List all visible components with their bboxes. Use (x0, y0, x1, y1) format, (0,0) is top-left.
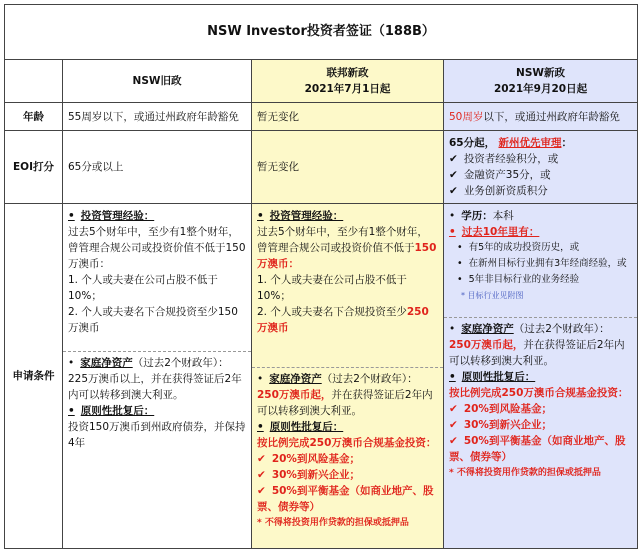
section-divider (444, 317, 637, 318)
bullet-icon (457, 258, 469, 269)
header-old-policy: NSW旧政 (63, 60, 252, 103)
eoi-nsw-item: ✔ 投资者经验积分，或 (449, 153, 559, 165)
header-nsw-title: NSW新政 (516, 67, 565, 79)
check-icon: ✔ (449, 185, 458, 197)
nsw-note: * 不得将投资用作贷款的担保或抵押品 (449, 468, 601, 478)
bullet-icon (449, 210, 461, 222)
header-federal-title: 联邦新政 (326, 67, 369, 79)
nsw-fund-item: ✔ 30%到新兴企业； (449, 419, 552, 431)
bullet-icon (68, 210, 81, 222)
nsw-section3-title: • 原则性批复后： (449, 369, 632, 385)
old-section1-title: • 投资管理经验： (68, 208, 246, 224)
fed-section2-title: • 家庭净资产（过去2个财政年）： (257, 371, 438, 387)
conditions-old (63, 204, 252, 549)
conditions-federal (252, 204, 444, 549)
age-nsw-red: 50周岁 (449, 110, 484, 123)
age-nsw-new (444, 103, 638, 131)
bullet-icon (457, 274, 469, 285)
row-label-age: 年龄 (5, 103, 63, 131)
fed-section1-body: 过去5个财年中，至少有1整个财年，曾管理合规公司或投资价值不低于150万澳币： (257, 226, 437, 270)
check-icon: ✔ (257, 469, 266, 481)
table-title: NSW Investor投资者签证（188B） (5, 5, 638, 60)
eoi-nsw-item: ✔ 业务创新资质积分 (449, 185, 548, 197)
old-section3-body: 投资150万澳币到州政府债券，并保持4年 (68, 421, 246, 449)
row-label-eoi: EOI打分 (5, 131, 63, 204)
age-old: 55周岁以下，或通过州政府年龄豁免 (63, 103, 252, 131)
fed-section2-body: 250万澳币起，并在获得签证后2年内可以转移到澳大利亚。 (257, 389, 433, 417)
check-icon: ✔ (449, 169, 458, 181)
age-federal: 暂无变化 (252, 103, 444, 131)
old-section3-title: • 原则性批复后： (68, 403, 246, 419)
row-label-conditions: 申请条件 (5, 204, 63, 549)
nsw-exp-title: • 过去10年里有： (449, 224, 632, 240)
nsw-section3-intro: 按比例完成250万澳币合规基金投资： (449, 387, 629, 399)
check-icon: ✔ (449, 153, 458, 165)
nsw-exp-item: • 有5年的成功投资历史，或 (449, 240, 632, 256)
fed-section1-title: • 投资管理经验： (257, 208, 438, 224)
bullet-icon (449, 323, 461, 335)
fed-section3-intro: 按比例完成250万澳币合规基金投资： (257, 437, 437, 449)
check-icon: ✔ (449, 435, 458, 447)
fed-section1-item: 2. 个人或夫妻名下合规投资至少250万澳币 (257, 306, 429, 334)
nsw-exp-item: • 5年非目标行业的业务经验 (449, 272, 632, 288)
check-icon: ✔ (449, 419, 458, 431)
section-divider (63, 351, 251, 352)
eoi-nsw-new (444, 131, 638, 204)
fed-fund-item: ✔ 20%到风险基金； (257, 453, 360, 465)
nsw-fund-item: ✔ 20%到风险基金； (449, 403, 552, 415)
fed-section1-item: 1. 个人或夫妻在公司占股不低于10%； (257, 274, 407, 302)
bullet-icon (257, 373, 269, 385)
nsw-edu: • 学历：本科 (449, 208, 632, 224)
nsw-fund-item: ✔ 50%到平衡基金（如商业地产、股票、债券等） (449, 435, 626, 463)
header-empty (5, 60, 63, 103)
eoi-federal: 暂无变化 (252, 131, 444, 204)
bullet-icon (457, 242, 469, 253)
old-section1-item: 1. 个人或夫妻在公司占股不低于10%； (68, 274, 218, 302)
bullet-icon (449, 371, 462, 383)
bullet-icon (257, 421, 270, 433)
fed-note: * 不得将投资用作贷款的担保或抵押品 (257, 518, 409, 528)
check-icon: ✔ (449, 403, 458, 415)
old-section2-title: • 家庭净资产（过去2个财政年）： (68, 355, 246, 371)
header-nsw-date: 2021年9月20日起 (493, 83, 588, 95)
header-nsw-new-policy (444, 60, 638, 103)
check-icon: ✔ (257, 485, 266, 497)
header-federal-policy (252, 60, 444, 103)
bullet-icon (68, 405, 81, 417)
eoi-nsw-score: 65分起 (449, 137, 485, 149)
eoi-nsw-heading: 65分起， 新州优先审理： (449, 137, 572, 149)
fed-fund-item: ✔ 30%到新兴企业； (257, 469, 360, 481)
header-federal-date: 2021年7月1日起 (304, 83, 391, 95)
old-section1-body: 过去5个财年中，至少有1整个财年，曾管理合规公司或投资价值不低于150万澳币： (68, 226, 246, 270)
bullet-icon (257, 210, 270, 222)
fed-fund-item: ✔ 50%到平衡基金（如商业地产、股票、债券等） (257, 485, 434, 513)
eoi-old: 65分或以上 (63, 131, 252, 204)
visa-comparison-table (4, 4, 638, 549)
check-icon: ✔ (257, 453, 266, 465)
old-section1-item: 2. 个人或夫妻名下合规投资至少150万澳币 (68, 306, 238, 334)
bullet-icon (68, 357, 80, 369)
age-nsw-rest: 以下，或通过州政府年龄豁免 (483, 110, 620, 123)
eoi-nsw-priority: 新州优先审理 (498, 137, 562, 149)
conditions-nsw-new (444, 204, 638, 549)
nsw-section2-title: • 家庭净资产（过去2个财政年）： (449, 321, 632, 337)
fed-section3-title: • 原则性批复后： (257, 419, 438, 435)
old-section2-body: 225万澳币以上，并在获得签证后2年内可以转移到澳大利亚。 (68, 373, 242, 401)
bullet-icon (449, 226, 462, 238)
section-divider (252, 367, 443, 368)
eoi-nsw-item: ✔ 金融资产35分，或 (449, 169, 551, 181)
nsw-exp-item: • 在新州目标行业拥有3年经商经验，或 (449, 256, 632, 272)
nsw-exp-note: * 目标行业见附图 (461, 291, 524, 300)
nsw-section2-body: 250万澳币起，并在获得签证后2年内可以转移到澳大利亚。 (449, 339, 625, 367)
